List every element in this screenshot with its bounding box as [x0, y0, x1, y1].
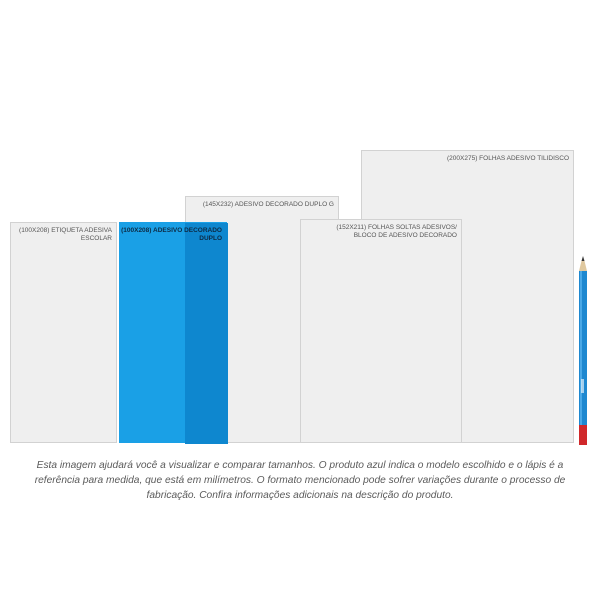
pencil-body-highlight: [580, 271, 582, 425]
sheet-label-line1: (200X275) FOLHAS ADESIVO TILIDISCO: [447, 155, 569, 162]
pencil-icon: [576, 255, 590, 447]
sheet-label: [19, 227, 112, 243]
pencil-wood-tip: [579, 261, 587, 271]
sheet-label: [121, 227, 222, 243]
sheet-label-line2: BLOCO DE ADESIVO DECORADO: [353, 232, 457, 239]
sheet-label-line1: (100X208) ETIQUETA ADESIVA: [19, 227, 112, 234]
pencil-graphite: [582, 256, 585, 261]
sheet-label-line1: (100X208) ADESIVO DECORADO: [121, 227, 222, 234]
caption: Esta imagem ajudará você a visualizar e comparar tamanhos. O produto azul indica o modelo escolhido e o lápis é a referência para medida, que está em milímetros. O formato mencionado pode sofrer variações durante o processo de fabricação. Confira informações adicionais na descrição do produto.: [34, 460, 566, 501]
sheet-label: [336, 224, 457, 240]
sheet-label-line2: DUPLO: [199, 235, 222, 242]
overlap-region: [185, 223, 228, 444]
sheet-label-line2: ESCOLAR: [80, 235, 112, 242]
sheet-label-line1: (145X232) ADESIVO DECORADO DUPLO G: [202, 201, 334, 208]
sheet-100x208-etiqueta: [10, 222, 117, 443]
pencil-end-cap: [579, 425, 587, 445]
sheet-152x211: [300, 219, 462, 443]
sheet-label-line1: (152X211) FOLHAS SOLTAS ADESIVOS/: [336, 224, 457, 231]
sheet-label: [447, 155, 569, 163]
sheet-100x208-selected: [119, 222, 227, 443]
sheet-label: [203, 201, 334, 209]
pencil-brand-mark: [581, 379, 584, 393]
